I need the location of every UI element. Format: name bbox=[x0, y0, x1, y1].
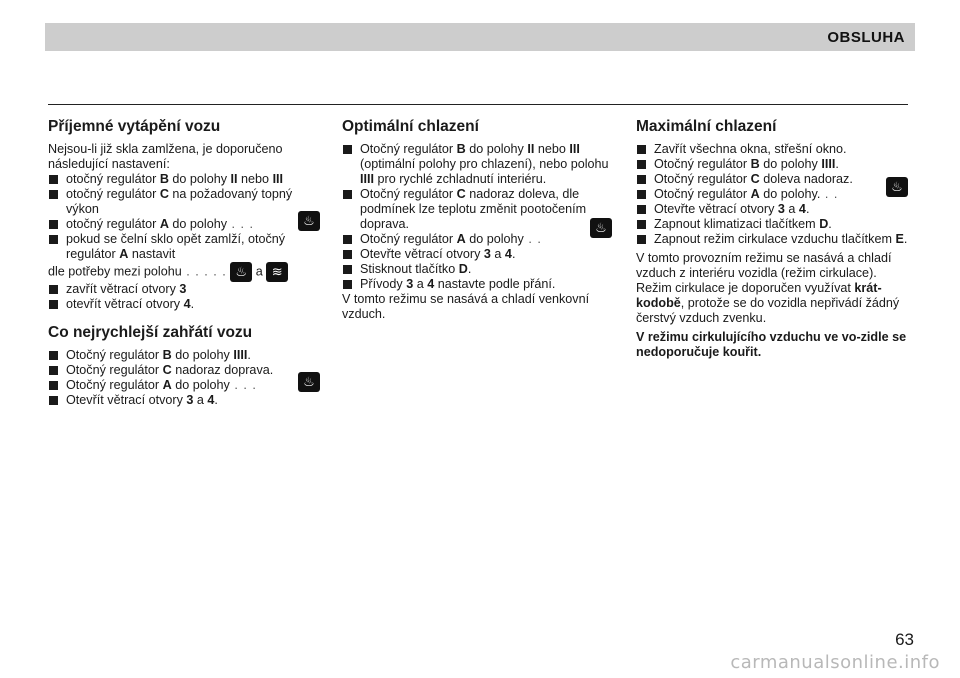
list-item-continuation: dle potřeby mezi polohu . . . . . ♨ a ≋ bbox=[48, 262, 322, 282]
note-text: V tomto provozním režimu se nasává a chladí vzduch z interiéru vozidla (režim cirkulace). Režim cirkulace je doporučen využívat krát-kodobě, protože se do vozidla nepřivádí žádný čerstvý vzduch zvenku. bbox=[636, 251, 900, 325]
column-optimal-cooling bbox=[342, 118, 614, 322]
divider-rule bbox=[48, 104, 908, 105]
list-item: otevřít větrací otvory 4. bbox=[48, 297, 322, 312]
list-item: Otočný regulátor B do polohy II nebo III (optimální polohy pro chlazení), nebo polohu IIII pro rychlé zchladnutí interiéru. bbox=[342, 142, 614, 187]
bullet-icon bbox=[49, 175, 58, 184]
column-max-cooling bbox=[636, 118, 910, 360]
bullet-icon bbox=[637, 190, 646, 199]
heating-floor-icon: ♨ bbox=[590, 218, 612, 238]
list-item: pokud se čelní sklo opět zamlží, otočný regulátor A nastavit bbox=[48, 232, 322, 262]
bullet-icon bbox=[343, 280, 352, 289]
heating-floor-icon: ♨ bbox=[886, 177, 908, 197]
list-item: Otevřte větrací otvory 3 a 4. bbox=[342, 247, 614, 262]
bullet-icon bbox=[637, 145, 646, 154]
list-item: Otočný regulátor A do polohy. . . ♨ bbox=[636, 187, 910, 202]
list-item: Otočný regulátor B do polohy IIII. bbox=[48, 348, 322, 363]
bullet-icon bbox=[637, 175, 646, 184]
bullet-icon bbox=[637, 235, 646, 244]
bullet-icon bbox=[637, 160, 646, 169]
heading-max-cooling: Maximální chlazení bbox=[636, 118, 777, 135]
windshield-defrost-icon: ≋ bbox=[266, 262, 288, 282]
bullet-icon bbox=[49, 366, 58, 375]
list-item: otočný regulátor B do polohy II nebo III bbox=[48, 172, 322, 187]
list-item: Otočný regulátor C doleva nadoraz. bbox=[636, 172, 910, 187]
bullet-icon bbox=[49, 235, 58, 244]
list-item: Otevřít větrací otvory 3 a 4. bbox=[48, 393, 322, 408]
bullet-icon bbox=[637, 205, 646, 214]
note-text: V tomto režimu se nasává a chladí venkovní vzduch. bbox=[342, 292, 590, 321]
list-item: Otočný regulátor A do polohy . . ♨ bbox=[342, 232, 614, 247]
bullet-icon bbox=[49, 220, 58, 229]
list-item: otočný regulátor A do polohy . . . ♨ bbox=[48, 217, 322, 232]
bullet-icon bbox=[343, 235, 352, 244]
list-item: Přívody 3 a 4 nastavte podle přání. bbox=[342, 277, 614, 292]
bullet-icon bbox=[49, 396, 58, 405]
header-bar bbox=[45, 23, 915, 51]
bullet-icon bbox=[49, 300, 58, 309]
list-item: zavřít větrací otvory 3 bbox=[48, 282, 322, 297]
column-comfort-heating bbox=[48, 118, 322, 408]
bullet-icon bbox=[49, 190, 58, 199]
heating-floor-icon: ♨ bbox=[230, 262, 252, 282]
list-item: Zapnout režim cirkulace vzduchu tlačítkem E. bbox=[636, 232, 910, 247]
list-item: Stisknout tlačítko D. bbox=[342, 262, 614, 277]
watermark: carmanualsonline.info bbox=[730, 652, 940, 673]
heading-fastest-heating: Co nejrychlejší zahřátí vozu bbox=[48, 324, 253, 341]
list-item: Otočný regulátor C nadoraz doleva, dle podmínek lze teplotu změnit pootočením doprava. bbox=[342, 187, 614, 232]
list-item: Zavřít všechna okna, střešní okno. bbox=[636, 142, 910, 157]
section-title: OBSLUHA bbox=[827, 29, 905, 46]
page-number: 63 bbox=[895, 630, 914, 649]
heating-floor-icon: ♨ bbox=[298, 372, 320, 392]
list-item: Otočný regulátor B do polohy IIII. bbox=[636, 157, 910, 172]
heating-floor-icon: ♨ bbox=[298, 211, 320, 231]
bullet-icon bbox=[49, 381, 58, 390]
bullet-icon bbox=[343, 190, 352, 199]
list-item: otočný regulátor C na požadovaný topný výkon bbox=[48, 187, 322, 217]
warning-text: V režimu cirkulujícího vzduchu ve vo-zidle se nedoporučuje kouřit. bbox=[636, 330, 907, 359]
bullet-icon bbox=[343, 250, 352, 259]
list-item: Otočný regulátor C nadoraz doprava. bbox=[48, 363, 322, 378]
intro-text: Nejsou-li již skla zamlžena, je doporučeno následující nastavení: bbox=[48, 142, 283, 171]
bullet-icon bbox=[49, 351, 58, 360]
bullet-icon bbox=[637, 220, 646, 229]
bullet-icon bbox=[49, 285, 58, 294]
bullet-icon bbox=[343, 265, 352, 274]
list-item: Otočný regulátor A do polohy . . . ♨ bbox=[48, 378, 322, 393]
list-item: Otevřte větrací otvory 3 a 4. bbox=[636, 202, 910, 217]
heading-optimal-cooling: Optimální chlazení bbox=[342, 118, 479, 135]
list-item: Zapnout klimatizaci tlačítkem D. bbox=[636, 217, 910, 232]
heading-comfort-heating: Příjemné vytápění vozu bbox=[48, 118, 221, 135]
bullet-icon bbox=[343, 145, 352, 154]
